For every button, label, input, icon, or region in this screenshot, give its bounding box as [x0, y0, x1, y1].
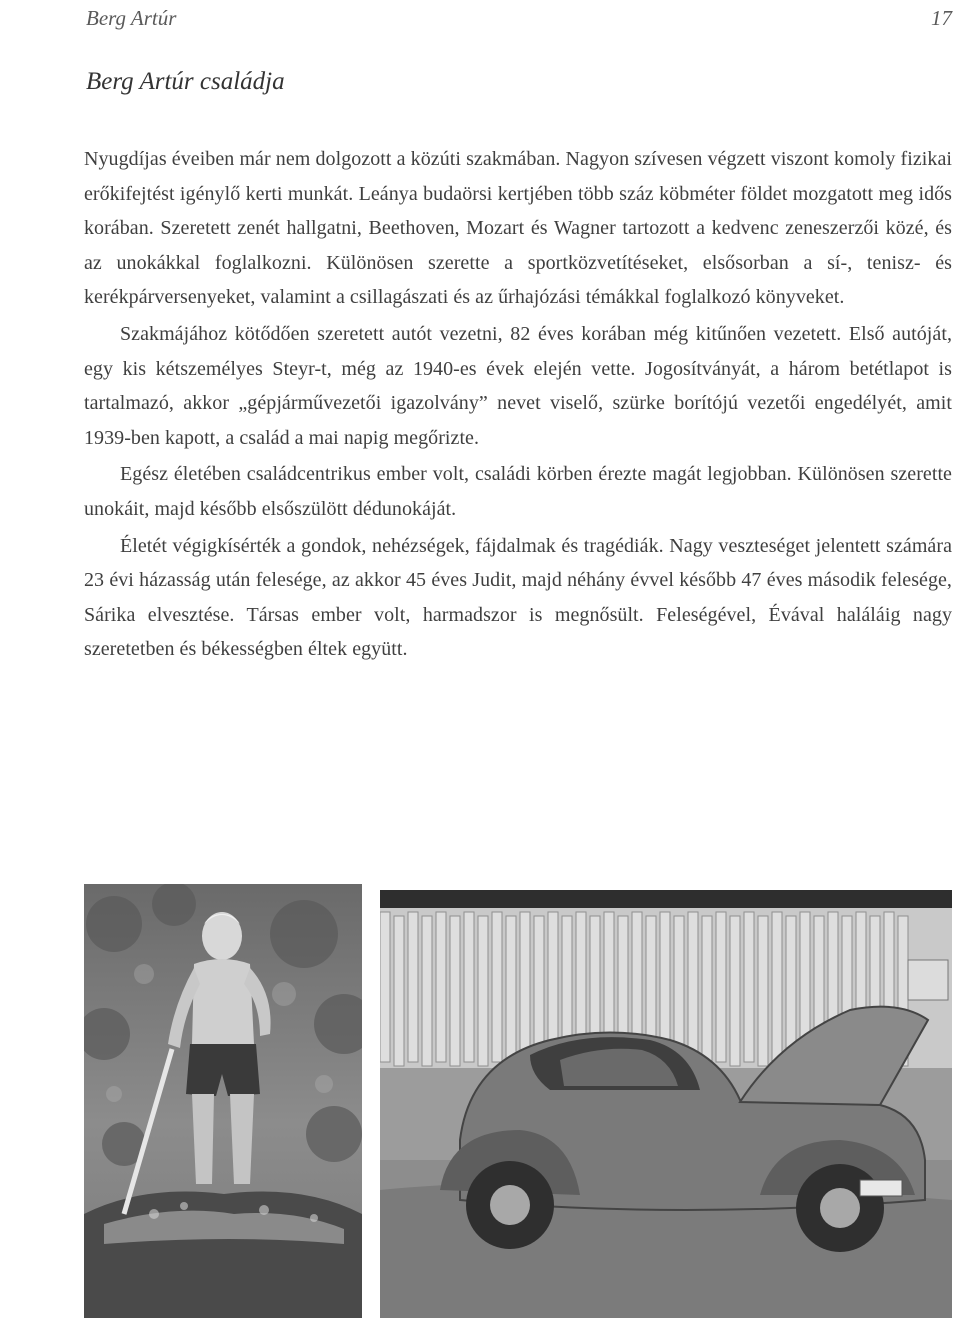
running-header	[86, 6, 952, 32]
photo-vintage-car-image	[380, 890, 952, 1318]
paragraph-life: Életét végigkísérték a gondok, nehézségek, fájdalmak és tragédiák. Nagy veszteséget jelentett számára 23 évi házasság után felesége, az akkor 45 éves Judit, majd néhány évvel később 47 éves második felesége, Sárika elvesztése. Társas ember volt, harmadszor is megnősült. Feleségével, Évával haláláig nagy szeretetben és békességben éltek együtt.	[84, 534, 952, 661]
paragraph-retirement: Nyugdíjas éveiben már nem dolgozott a közúti szakmában. Nagyon szívesen végzett viszont komoly fizikai erőkifejtést igénylő kerti munkát. Leánya budaörsi kertjében több száz köbméter földet mozgatott meg idős korában. Szeretett zenét hallgatni, Beethoven, Mozart és Wagner tartozott a kedvenc zeneszerzői közé, és az unokákkal foglalkozni. Különösen szerette a sportközvetítéseket, elsősorban a sí-, tenisz- és kerékpárversenyeket, valamint a csillagászati és az űrhajózási témákkal foglalkozó könyveket.	[84, 148, 952, 309]
page-number: 17	[931, 6, 952, 30]
photo-vintage-car	[380, 890, 952, 1318]
paragraph-family: Egész életében családcentrikus ember volt, családi körben érezte magát legjobban. Különösen szerette unokáit, majd később elsőszülött dédunokáját.	[84, 463, 952, 520]
photo-man-in-garden-image	[84, 884, 362, 1318]
paragraph-driving: Szakmájához kötődően szeretett autót vezetni, 82 éves korában még kitűnően vezetett. Első autóját, egy kis kétszemélyes Steyr-t, még az 1940-es évek elején vette. Jogosítványát, a három betétlapot is tartalmazó, akkor „gépjárművezetői igazolvány” nevet viselő, szürke borítójú vezetői engedélyét, amit 1939-ben kapott, a család a mai napig megőrizte.	[84, 322, 952, 449]
photo-man-in-garden	[84, 884, 362, 1318]
fence-sign	[908, 960, 948, 1000]
body-text	[84, 142, 952, 669]
chapter-title: Berg Artúr családja	[86, 68, 285, 95]
running-header-author: Berg Artúr	[86, 6, 177, 30]
